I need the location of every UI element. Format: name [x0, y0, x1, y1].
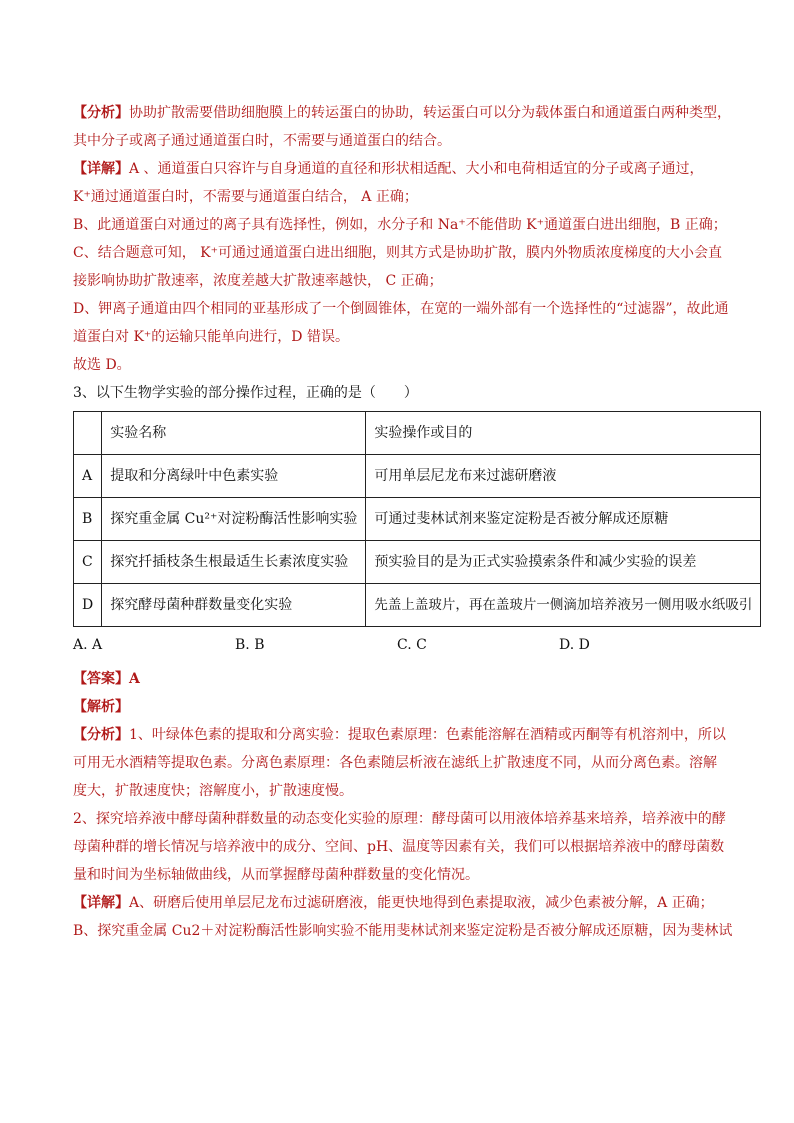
option-d: D. D — [559, 637, 590, 653]
table-header-cell: 实验操作或目的 — [366, 412, 761, 455]
detail-paragraph-line: K⁺通过通道蛋白时，不需要与通道蛋白结合， A 正确； — [73, 189, 418, 205]
detail-tag: 【详解】 — [73, 161, 129, 177]
analysis-tag: 【分析】 — [73, 727, 129, 743]
table-row — [74, 584, 761, 627]
analysis-tag: 【分析】 — [73, 105, 129, 121]
table-cell: D — [74, 584, 102, 627]
table-header-cell — [74, 412, 102, 455]
detail-paragraph-line: B、探究重金属 Cu2＋对淀粉酶活性影响实验不能用斐林试剂来鉴定淀粉是否被分解成还原糖，因为斐林试 — [73, 923, 733, 939]
detail-paragraph-line: 【详解】A、研磨后使用单层尼龙布过滤研磨液，能更快地得到色素提取液，减少色素被分解，A 正确； — [73, 895, 714, 911]
table-cell: C — [74, 541, 102, 584]
analysis-paragraph-line: 【分析】协助扩散需要借助细胞膜上的转运蛋白的协助，转运蛋白可以分为载体蛋白和通道蛋白两种类型， — [73, 105, 731, 121]
experiment-table — [73, 411, 761, 627]
detail-paragraph-line: 接影响协助扩散速率，浓度差越大扩散速率越快， C 正确； — [73, 273, 443, 289]
analysis-paragraph-line: 母菌种群的增长情况与培养液中的成分、空间、pH、温度等因素有关，我们可以根据培养液中的酵母菌数 — [73, 839, 725, 855]
table-cell: A — [74, 455, 102, 498]
detail-paragraph-line: C、结合题意可知， K⁺可通过通道蛋白进出细胞，则其方式是协助扩散，膜内外物质浓度梯度的大小会直 — [73, 245, 723, 261]
table-cell: 预实验目的是为正式实验摸索条件和减少实验的误差 — [366, 541, 761, 584]
question-stem: 3、以下生物学实验的部分操作过程，正确的是（ ） — [73, 385, 418, 401]
table-cell: 探究酵母菌种群数量变化实验 — [102, 584, 366, 627]
table-row — [74, 498, 761, 541]
analysis-paragraph-line: 其中分子或离子通过通道蛋白时，不需要与通道蛋白的结合。 — [73, 133, 451, 149]
explanation-heading: 【解析】 — [73, 699, 129, 715]
detail-paragraph-line: D、钾离子通道由四个相同的亚基形成了一个倒圆锥体，在宽的一端外部有一个选择性的“过滤器”，故此通 — [73, 301, 729, 317]
option-c: C. C — [397, 637, 427, 653]
detail-paragraph-line: 【详解】A 、通道蛋白只容许与自身通道的直径和形状相适配、大小和电荷相适宜的分子或离子通过， — [73, 161, 704, 177]
table-cell: 探究重金属 Cu²⁺对淀粉酶活性影响实验 — [102, 498, 366, 541]
detail-paragraph-line: 道蛋白对 K⁺的运输只能单向进行，D 错误。 — [73, 329, 349, 345]
answer-options — [73, 631, 753, 659]
analysis-paragraph-line: 【分析】1、叶绿体色素的提取和分离实验：提取色素原理：色素能溶解在酒精或丙酮等有机溶剂中，所以 — [73, 727, 726, 743]
detail-tag: 【详解】 — [73, 895, 129, 911]
option-b: B. B — [235, 637, 265, 653]
analysis-paragraph-line: 量和时间为坐标轴做曲线，从而掌握酵母菌种群数量的变化情况。 — [73, 867, 479, 883]
answer-line: 【答案】A — [73, 671, 140, 687]
table-cell: 探究扦插枝条生根最适生长素浓度实验 — [102, 541, 366, 584]
detail-paragraph-line: B、此通道蛋白对通过的离子具有选择性，例如，水分子和 Na⁺不能借助 K⁺通道蛋白进出细胞，B 正确； — [73, 217, 727, 233]
table-cell: 提取和分离绿叶中色素实验 — [102, 455, 366, 498]
table-cell: B — [74, 498, 102, 541]
analysis-paragraph-line: 可用无水酒精等提取色素。分离色素原理：各色素随层析液在滤纸上扩散速度不同，从而分离色素。溶解 — [73, 755, 717, 771]
analysis-paragraph-line: 度大，扩散速度快；溶解度小，扩散速度慢。 — [73, 783, 353, 799]
table-header-row — [74, 412, 761, 455]
table-row — [74, 455, 761, 498]
option-a: A. A — [73, 637, 103, 653]
table-cell: 可用单层尼龙布来过滤研磨液 — [366, 455, 761, 498]
analysis-paragraph-line: 2、探究培养液中酵母菌种群数量的动态变化实验的原理：酵母菌可以用液体培养基来培养，培养液中的酵 — [73, 811, 726, 827]
detail-paragraph-line: 故选 D。 — [73, 357, 131, 373]
table-cell: 先盖上盖玻片，再在盖玻片一侧滴加培养液另一侧用吸水纸吸引 — [366, 584, 761, 627]
table-row — [74, 541, 761, 584]
page-content — [73, 99, 753, 945]
table-cell: 可通过斐林试剂来鉴定淀粉是否被分解成还原糖 — [366, 498, 761, 541]
table-header-cell: 实验名称 — [102, 412, 366, 455]
